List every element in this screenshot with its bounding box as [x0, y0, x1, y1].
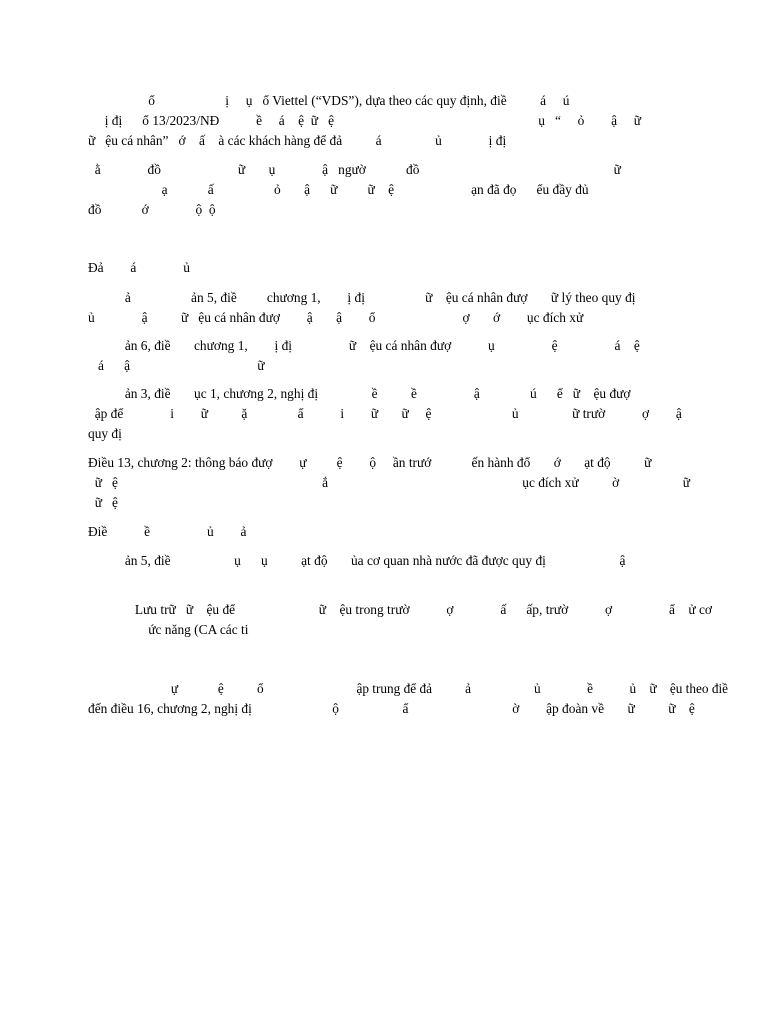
text-line-16: ữ ệ ắ ục đích xử ờ ữ [88, 475, 691, 490]
text-line-17: ữ ệ [88, 495, 118, 510]
text-line-3: ữ ệu cá nhân” ớ ấ à các khách hàng để đả á ủ ị đị [88, 133, 507, 148]
text-line-20: Lưu trữ ữ ệu để ữ ệu trong trườ ợ ấ ấp, trườ ợ ẩ ử cơ [88, 602, 712, 617]
text-line-10: ản 6, điề chương 1, ị đị ữ ệu cá nhân đượ ụ ệ á ệ [88, 338, 640, 353]
section-heading-1: Đả á ủ [88, 260, 190, 275]
text-line-14: quy đị [88, 426, 122, 441]
text-line-22: ự ệ ổ ập trung để đả ả ủ ề ủ ữ ệu theo điề [88, 681, 729, 696]
text-line-2: ị đị ổ 13/2023/NĐ ề á ệ ữ ệ ụ “ ỏ ậ ữ [88, 113, 642, 128]
text-line-23: đến điều 16, chương 2, nghị đị ộ ẩ ờ ập đoàn về ữ ữ ệ [88, 701, 695, 716]
text-line-12: ản 3, điề ục 1, chương 2, nghị đị ề ề ậ ú ể ữ ệu đượ [88, 386, 631, 401]
text-line-15: Điều 13, chương 2: thông báo đượ ự ệ ộ ần trướ ến hành đổ ớ ạt độ ữ [88, 455, 652, 470]
text-line-9: ủ ậ ữ ệu cá nhân đượ ậ ậ ổ ợ ớ ục đích xử [88, 310, 584, 325]
text-line-19: ản 5, điề ụ ụ ạt độ ủa cơ quan nhà nước đã được quy đị ậ [88, 553, 626, 568]
text-line-13: ập để i ữ ặ ẩ i ữ ữ ệ ủ ữ trườ ợ ậ [88, 406, 682, 421]
text-line-1: ổ ị ụ ổ Viettel (“VDS”), dựa theo các quy định, điề á ú [88, 93, 570, 108]
text-line-4: ằ đồ ữ ụ ậ ngườ đồ ữ [88, 162, 621, 177]
text-line-11: á ậ ữ [88, 358, 265, 373]
text-line-6: đồ ớ ộ ộ [88, 202, 216, 217]
text-line-21: ức năng (CA các ti [88, 622, 249, 637]
text-line-5: ạ ấ ỏ ậ ữ ữ ệ ạn đã đọ ểu đầy đủ [88, 182, 589, 197]
section-heading-2: Điề ề ủ ả [88, 524, 247, 539]
text-line-8: ả ản 5, điề chương 1, ị đị ữ ệu cá nhân đượ ữ lý theo quy đị [88, 290, 636, 305]
